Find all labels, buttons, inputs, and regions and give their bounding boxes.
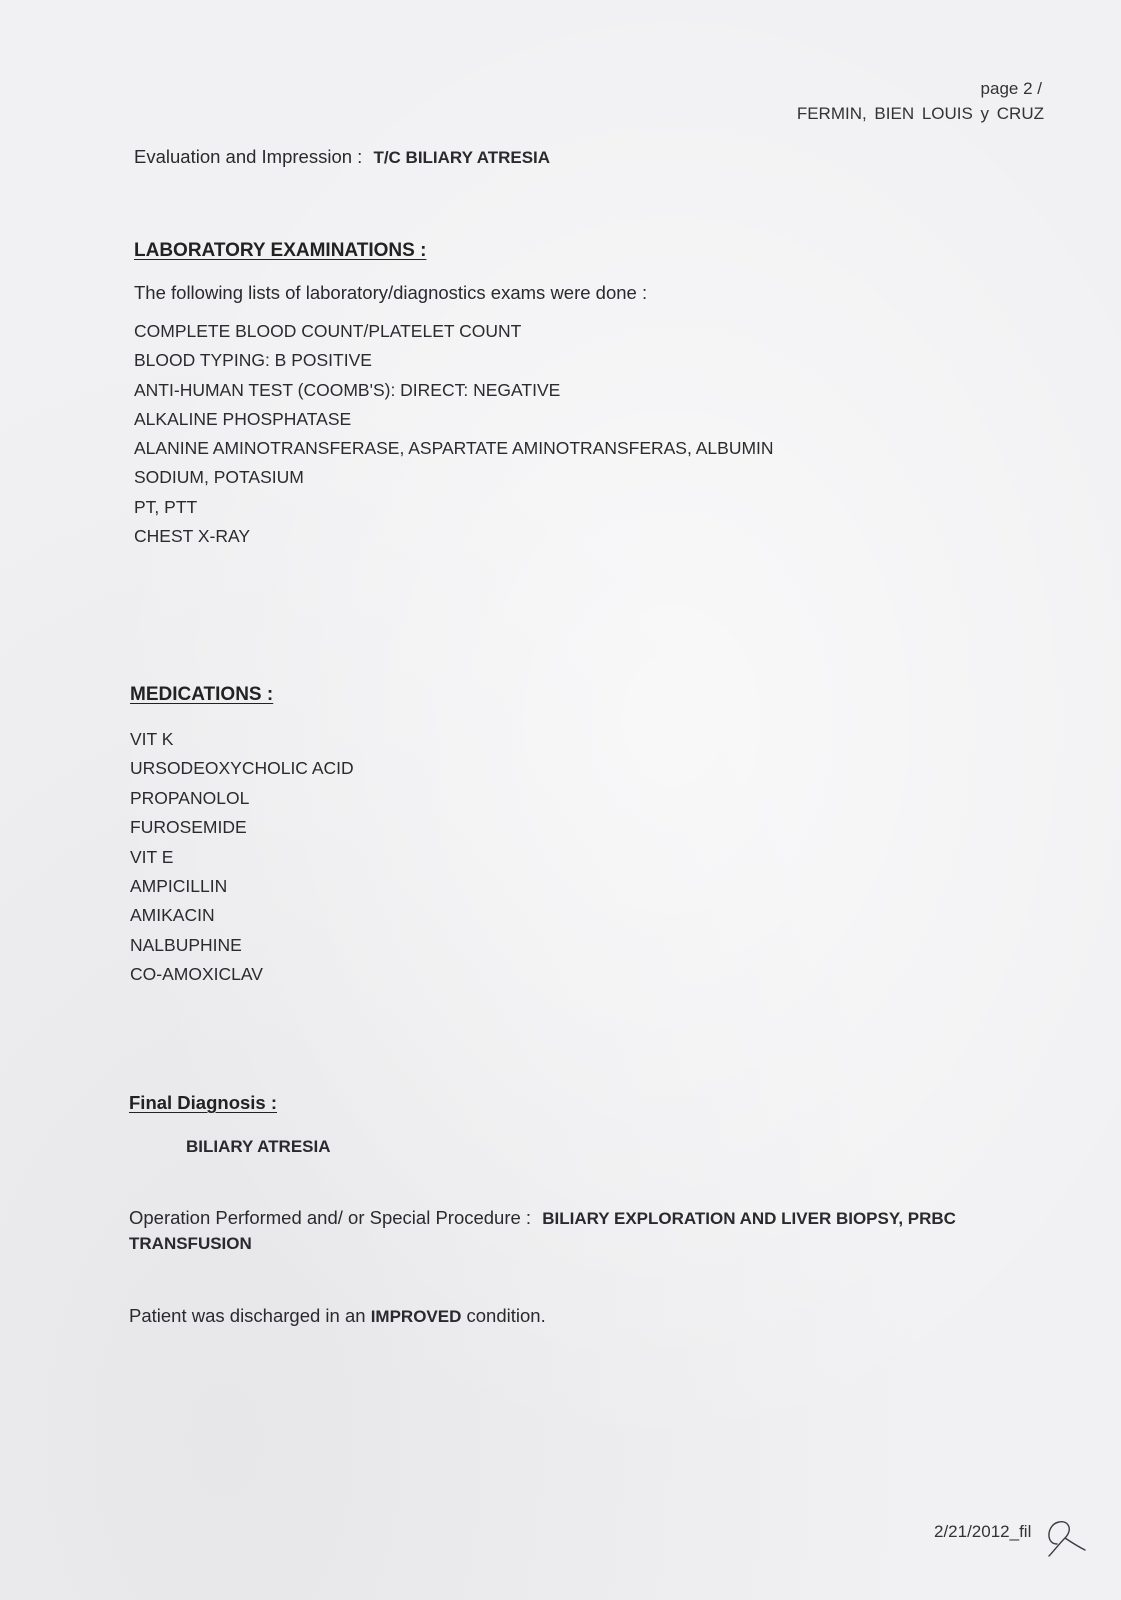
operation-performed bbox=[129, 1206, 1059, 1256]
laboratory-intro: The following lists of laboratory/diagnostics exams were done : bbox=[134, 282, 648, 303]
page-number: page 2 / bbox=[980, 79, 1042, 98]
laboratory-item: PT, PTT bbox=[134, 496, 198, 517]
final-diagnosis-value: BILIARY ATRESIA bbox=[186, 1137, 331, 1156]
operation-value: BILIARY EXPLORATION AND LIVER BIOPSY, PRBC TRANSFUSION bbox=[129, 1209, 956, 1253]
medication-item: AMIKACIN bbox=[130, 905, 215, 926]
laboratory-item: SODIUM, POTASIUM bbox=[134, 467, 304, 488]
footer-code: 2/21/2012_fil bbox=[934, 1522, 1032, 1541]
initials-signature bbox=[1043, 1504, 1087, 1558]
evaluation-label: Evaluation and Impression : bbox=[134, 146, 363, 167]
laboratory-item: BLOOD TYPING: B POSITIVE bbox=[134, 350, 372, 371]
laboratory-item: CHEST X-RAY bbox=[134, 526, 251, 547]
laboratory-item: ALKALINE PHOSPHATASE bbox=[134, 408, 352, 429]
medication-item: AMPICILLIN bbox=[130, 875, 228, 896]
discharge-prefix: Patient was discharged in an bbox=[129, 1305, 366, 1326]
medication-item: FUROSEMIDE bbox=[130, 817, 247, 838]
medication-item: VIT E bbox=[130, 846, 174, 867]
laboratory-item: ANTI-HUMAN TEST (COOMB'S): DIRECT: NEGATIVE bbox=[134, 379, 561, 400]
medication-item: VIT K bbox=[130, 729, 174, 749]
medications-title: MEDICATIONS : bbox=[130, 684, 274, 705]
medication-item: URSODEOXYCHOLIC ACID bbox=[130, 758, 354, 779]
evaluation-value: T/C BILIARY ATRESIA bbox=[373, 148, 551, 167]
patient-name: FERMIN, BIEN LOUIS y CRUZ bbox=[796, 104, 1044, 123]
discharge-statement bbox=[129, 1305, 546, 1327]
operation-label: Operation Performed and/ or Special Procedure : bbox=[129, 1207, 532, 1228]
medication-item: PROPANOLOL bbox=[130, 787, 250, 808]
medication-item: CO-AMOXICLAV bbox=[130, 964, 263, 985]
laboratory-list bbox=[134, 321, 774, 555]
evaluation-impression bbox=[134, 146, 550, 168]
laboratory-item: ALANINE AMINOTRANSFERASE, ASPARTATE AMINOTRANSFERAS, ALBUMIN bbox=[134, 438, 774, 459]
laboratory-item: COMPLETE BLOOD COUNT/PLATELET COUNT bbox=[134, 321, 522, 341]
laboratory-title: LABORATORY EXAMINATIONS : bbox=[134, 240, 427, 261]
page-header bbox=[797, 76, 1044, 126]
discharge-condition: IMPROVED bbox=[370, 1307, 462, 1326]
discharge-suffix: condition. bbox=[466, 1305, 546, 1326]
medication-item: NALBUPHINE bbox=[130, 934, 242, 955]
final-diagnosis-title: Final Diagnosis : bbox=[129, 1092, 278, 1113]
medications-list bbox=[130, 729, 354, 994]
